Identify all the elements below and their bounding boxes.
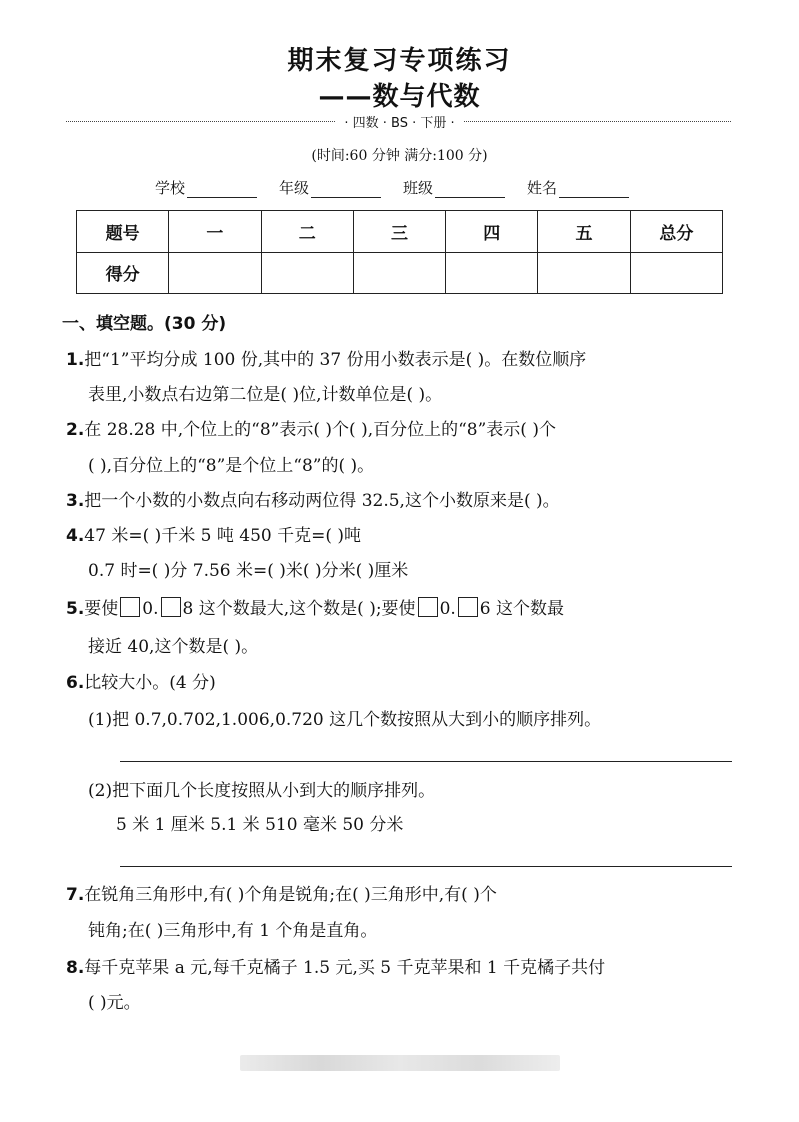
question-6-sub1: (1)把 0.7,0.702,1.006,0.720 这几个数按照从大到小的顺序排列。 <box>88 710 602 730</box>
edition-label: · 四数 · BS · 下册 · <box>336 116 462 131</box>
score-header-cell: 三 <box>353 211 445 253</box>
score-header-cell: 四 <box>446 211 538 253</box>
question-7-cont: 钝角;在( )三角形中,有 1 个角是直角。 <box>88 921 378 941</box>
score-table-score-row <box>77 252 723 294</box>
question-5: 5.要使 0. 8 这个数最大,这个数是( );要使 0. 6 这个数最 <box>66 599 565 619</box>
name-blank[interactable] <box>559 183 629 198</box>
answer-line[interactable] <box>120 761 732 762</box>
score-header-cell: 五 <box>538 211 630 253</box>
question-4-cont: 0.7 时=( )分 7.56 米=( )米( )分米( )厘米 <box>88 561 409 581</box>
class-blank[interactable] <box>435 183 505 198</box>
blurred-watermark <box>240 1055 560 1071</box>
score-header-cell: 总分 <box>630 211 722 253</box>
question-8: 8.每千克苹果 a 元,每千克橘子 1.5 元,买 5 千克苹果和 1 千克橘子共付 <box>66 958 606 978</box>
question-1-cont: 表里,小数点右边第二位是( )位,计数单位是( )。 <box>88 385 443 405</box>
question-7: 7.在锐角三角形中,有( )个角是锐角;在( )三角形中,有( )个 <box>66 885 497 905</box>
question-2-cont: ( ),百分位上的“8”是个位上“8”的( )。 <box>88 456 375 476</box>
student-info-line <box>155 177 655 198</box>
digit-box[interactable] <box>120 597 140 617</box>
school-field: 学校 <box>155 177 257 198</box>
question-2: 2.在 28.28 中,个位上的“8”表示( )个( ),百分位上的“8”表示( )个 <box>66 420 556 440</box>
question-6-sub2-items: 5 米 1 厘米 5.1 米 510 毫米 50 分米 <box>116 815 404 835</box>
score-cell[interactable] <box>169 252 261 294</box>
time-info: (时间:60 分钟 满分:100 分) <box>311 148 488 164</box>
question-3: 3.把一个小数的小数点向右移动两位得 32.5,这个小数原来是( )。 <box>66 491 560 511</box>
score-header-cell: 一 <box>169 211 261 253</box>
class-field: 班级 <box>403 177 505 198</box>
score-header-cell: 二 <box>261 211 353 253</box>
question-8-cont: ( )元。 <box>88 993 141 1013</box>
score-table-header-row <box>77 211 723 253</box>
score-cell[interactable] <box>538 252 630 294</box>
question-4: 4.47 米=( )千米 5 吨 450 千克=( )吨 <box>66 526 362 546</box>
grade-blank[interactable] <box>311 183 381 198</box>
score-cell[interactable] <box>446 252 538 294</box>
score-header-cell: 题号 <box>77 211 169 253</box>
score-table <box>76 210 723 294</box>
edition-label-wrap <box>0 112 799 131</box>
school-blank[interactable] <box>187 183 257 198</box>
question-5-cont: 接近 40,这个数是( )。 <box>88 637 259 657</box>
digit-box[interactable] <box>418 597 438 617</box>
question-1: 1.把“1”平均分成 100 份,其中的 37 份用小数表示是( )。在数位顺序 <box>66 350 587 370</box>
section-title: 一、填空题。(30 分) <box>62 314 227 334</box>
question-6: 6.比较大小。(4 分) <box>66 673 216 693</box>
name-field: 姓名 <box>527 177 629 198</box>
page-title: 期末复习专项练习 <box>287 46 512 76</box>
score-cell[interactable] <box>353 252 445 294</box>
score-cell[interactable] <box>630 252 722 294</box>
digit-box[interactable] <box>161 597 181 617</box>
digit-box[interactable] <box>458 597 478 617</box>
page-subtitle: ——数与代数 <box>318 82 481 112</box>
score-row-label: 得分 <box>77 252 169 294</box>
question-6-sub2: (2)把下面几个长度按照从小到大的顺序排列。 <box>88 781 436 801</box>
answer-line[interactable] <box>120 866 732 867</box>
score-cell[interactable] <box>261 252 353 294</box>
grade-field: 年级 <box>279 177 381 198</box>
